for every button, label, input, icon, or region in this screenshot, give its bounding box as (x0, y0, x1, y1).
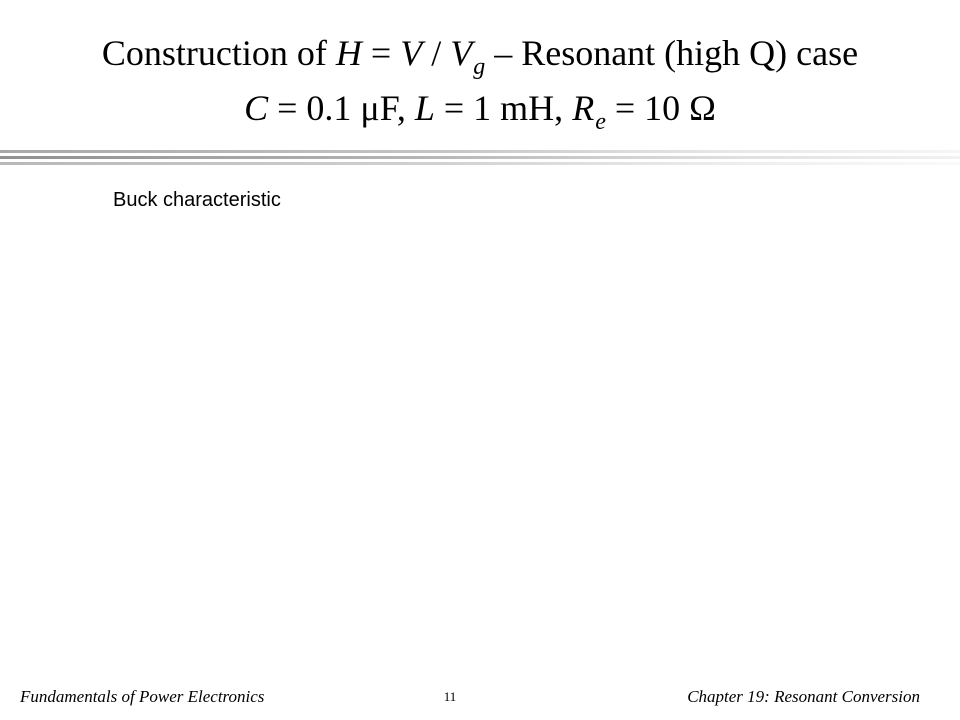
slide-title (0, 28, 960, 138)
title-prefix: Construction of (101, 33, 336, 73)
title-divider-middle (0, 156, 960, 159)
title-c-value: = 0.1 μF, (268, 88, 415, 128)
title-divider-bottom (0, 162, 960, 165)
title-l-value: = 1 mH, (434, 88, 573, 128)
title-var-vg: V (450, 33, 473, 73)
title-var-re: R (572, 88, 595, 128)
title-equals: = (361, 33, 401, 73)
footer-page-number: 11 (443, 689, 457, 704)
title-line-2 (0, 83, 960, 138)
buck-characteristic-label: Buck characteristic (113, 189, 281, 211)
title-re-value: = 10 Ω (605, 88, 716, 128)
title-var-re-subscript: e (595, 109, 606, 135)
footer-chapter: Chapter 19: Resonant Conversion (687, 687, 920, 706)
footer-book-title: Fundamentals of Power Electronics (20, 687, 265, 706)
title-divider-top (0, 150, 960, 153)
title-line-1 (0, 28, 960, 83)
title-var-h: H (335, 33, 362, 73)
title-var-c: C (244, 88, 269, 128)
title-var-vg-subscript: g (473, 54, 486, 80)
title-var-v: V (400, 33, 423, 73)
title-slash: / (422, 33, 451, 73)
title-suffix: – Resonant (high Q) case (485, 33, 859, 73)
title-var-l: L (414, 88, 435, 128)
